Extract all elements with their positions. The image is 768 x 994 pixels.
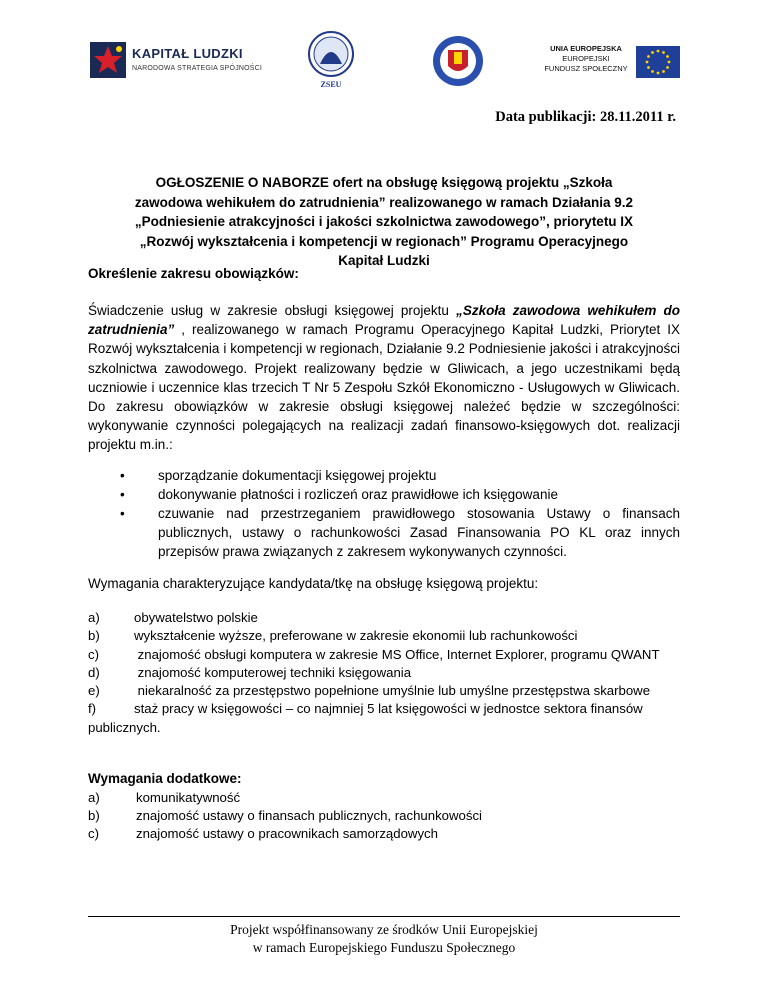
title-line5: Kapitał Ludzki	[338, 253, 430, 268]
list-item: b) wykształcenie wyższe, preferowane w zakresie ekonomii lub rachunkowości	[88, 628, 578, 644]
extra-heading: Wymagania dodatkowe:	[88, 771, 242, 786]
announcement-title	[88, 173, 680, 271]
eu-logo	[540, 44, 680, 84]
title-lead: OGŁOSZENIE O NABORZE	[155, 175, 329, 190]
list-item: c) znajomość obsługi komputera w zakresie MS Office, Internet Explorer, programu QWANT	[88, 646, 660, 662]
school-emblem-icon	[300, 30, 362, 82]
footer-line1: Projekt współfinansowany ze środków Unii Europejskiej	[230, 922, 538, 937]
gliwice-crest-logo	[432, 32, 484, 90]
school-logo-label: ZSEU	[320, 80, 342, 89]
list-item: b) znajomość ustawy o finansach publicznych, rachunkowości	[88, 808, 482, 824]
extra-requirements-list	[88, 789, 688, 844]
list-item: a) obywatelstwo polskie	[88, 610, 258, 625]
footer-divider	[88, 916, 680, 917]
list-item: • sporządzanie dokumentacji księgowej projektu	[120, 468, 437, 483]
eu-logo-line1: UNIA EUROPEJSKA	[550, 44, 622, 53]
list-item: • czuwanie nad przestrzeganiem prawidłowego stosowania Ustawy o finansach publicznych, ustawy o rachunkowości Zasad Finansowania PO KL oraz innych przepisów prawa związanych z zakresem wykonywanych czynności.	[120, 506, 680, 559]
kapital-ludzki-logo	[86, 38, 266, 82]
eu-flag-icon	[636, 46, 680, 78]
requirements-list	[88, 609, 688, 737]
title-line1: ofert na obsługę księgową projektu „Szkoła	[328, 175, 613, 190]
project-name: „Szkoła zawodowa wehikułem do zatrudnienia”	[88, 303, 680, 338]
list-item: a) komunikatywność	[88, 790, 241, 805]
scope-heading: Określenie zakresu obowiązków:	[88, 266, 299, 281]
title-line2: zawodowa wehikułem do zatrudnienia” realizowanego w ramach Działania 9.2	[134, 194, 634, 210]
list-item: • dokonywanie płatności i rozliczeń oraz prawidłowe ich księgowanie	[120, 487, 558, 502]
kl-logo-title: KAPITAŁ LUDZKI	[132, 46, 243, 61]
bullet-icon: •	[120, 468, 125, 483]
footer	[88, 921, 680, 957]
bullet-icon: •	[120, 506, 125, 521]
scope-text-1: Świadczenie usług w zakresie obsługi księgowej projektu	[88, 303, 457, 318]
title-line3: „Podniesienie atrakcyjności i jakości szkolnictwa zawodowego”, priorytetu IX	[134, 214, 634, 229]
bullet-icon: •	[120, 487, 125, 502]
eu-logo-line2: EUROPEJSKI	[562, 54, 610, 63]
eu-logo-line3: FUNDUSZ SPOŁECZNY	[544, 64, 628, 73]
list-item: f) staż pracy w księgowości – co najmniej 5 lat księgowości w jednostce sektora finansów publicznych.	[88, 701, 643, 735]
duties-list	[118, 466, 680, 561]
kl-star-icon	[86, 38, 130, 82]
city-crest-icon	[432, 32, 484, 90]
list-item: e) niekaralność za przestępstwo popełnione umyślnie lub umyślne przestępstwa skarbowe	[88, 683, 651, 699]
footer-line2: w ramach Europejskiego Funduszu Społecznego	[252, 940, 516, 955]
publication-date: Data publikacji: 28.11.2011 r.	[495, 109, 676, 125]
title-line4: „Rozwój wykształcenia i kompetencji w regionach” Programu Operacyjnego	[139, 233, 629, 249]
school-logo	[300, 30, 362, 92]
list-item: c) znajomość ustawy o pracownikach samorządowych	[88, 826, 438, 842]
kl-logo-subtitle: NARODOWA STRATEGIA SPÓJNOŚCI	[132, 65, 263, 72]
requirements-intro: Wymagania charakteryzujące kandydata/tkę na obsługę księgową projektu:	[88, 576, 539, 591]
scope-text-2: , realizowanego w ramach Programu Operacyjnego Kapitał Ludzki, Priorytet IX Rozwój wykształcenia i kompetencji w regionach, Działanie 9.2 Podniesienie jakości i atrakcyjności szkolnictwa zawodowego. Projekt realizowany będzie w Gliwicach, a jego uczestnikami będą uczniowie i uczennice klas trzecich T Nr 5 Zespołu Szkół Ekonomiczno - Usługowych w Gliwicach. Do zakresu obowiązków w zakresie obsługi księgowej należeć będzie w szczególności: wykonywanie czynności polegających na realizacji zadań finansowo-księgowych dot. realizacji projektu m.in.:	[88, 322, 680, 453]
list-item: d) znajomość komputerowej techniki księgowania	[88, 664, 412, 680]
scope-paragraph	[88, 301, 680, 455]
